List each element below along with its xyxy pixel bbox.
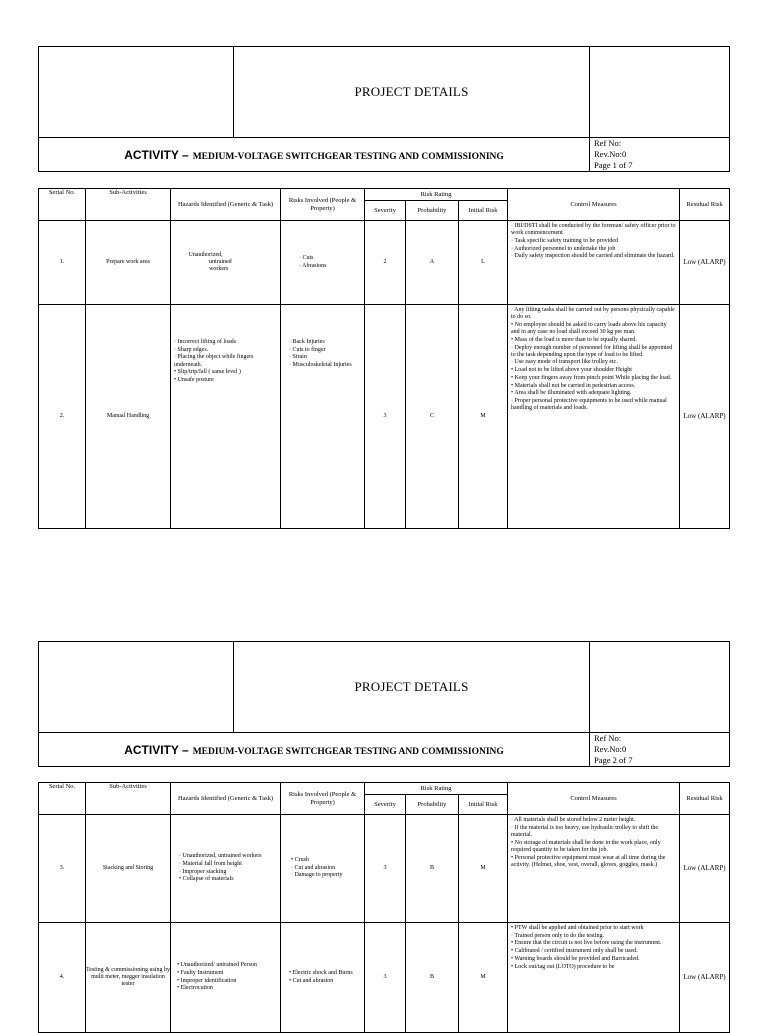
probability-cell: B — [406, 923, 459, 1033]
control-item: • No storage of materials shall be done in the work place, only required quantity to be taken for the job. — [511, 839, 661, 853]
risk-item: · Damage to property — [291, 872, 343, 879]
risk-item: • Electric shock and Burns — [289, 969, 353, 976]
serial-cell: 1. — [39, 221, 86, 305]
initial-risk-cell: M — [459, 923, 508, 1033]
col-hazards: Hazards Identified (Generic & Task) — [171, 189, 281, 221]
ref-no: Ref No: — [594, 733, 622, 743]
corner-cell — [590, 47, 730, 138]
table-row — [39, 815, 730, 923]
control-item: · Use easy mode of transport like trolley etc. — [511, 359, 618, 366]
risk-item: · Musculoskeletal Injuries — [289, 362, 352, 369]
activity-cell: Prepare work area — [86, 221, 171, 305]
residual-cell: Low (ALARP) — [680, 923, 730, 1033]
hazard-item: workers — [209, 266, 229, 273]
risk-table — [38, 188, 730, 529]
col-control: Control Measures — [508, 783, 680, 815]
activity-label: ACTIVITY – — [124, 742, 189, 757]
control-item: · All materials shall be stored below 2 meter height. — [511, 817, 636, 823]
risks-cell — [281, 305, 365, 529]
probability-cell: A — [406, 221, 459, 305]
rev-no: Rev.No:0 — [594, 744, 627, 754]
col-risks: Risks Involved (People & Property) — [281, 783, 365, 815]
hazard-item: • Unauthorized/ untrained Person — [177, 962, 257, 969]
severity-cell: 3 — [365, 815, 406, 923]
col-probability: Probability — [406, 795, 459, 815]
activity-cell — [39, 733, 590, 767]
col-serial: Serial No. — [39, 189, 86, 221]
controls-cell — [508, 923, 680, 1033]
serial-cell: 3. — [39, 815, 86, 923]
activity-value: MEDIUM-VOLTAGE SWITCHGEAR TESTING AND COMMISSIONING — [192, 151, 504, 162]
hazard-item: · Improper stacking — [179, 868, 227, 875]
hazard-item: · Unauthorized, — [185, 251, 223, 258]
col-severity: Severity — [365, 201, 406, 221]
hazard-item: · Material fall from height — [179, 860, 242, 867]
control-item: • Ensure that the circuit is not live before using the instrument. — [511, 940, 662, 947]
risk-item: • Crush — [291, 856, 309, 863]
control-item: • Area shall be illuminated with adequate lighting. — [511, 390, 632, 397]
hazard-item: • Faulty Instrument — [177, 969, 224, 976]
residual-cell: Low (ALARP) — [680, 305, 730, 529]
hazard-item: · Placing the object while fingers underneath. — [174, 354, 254, 368]
control-item: · Proper personal protective equipments to be used while manual handling of materials and loads. — [511, 397, 667, 412]
hazard-item: • Slip/trip/fall ( same level ) — [174, 369, 241, 376]
control-item: • PTW shall be applied and obtained prior to start work — [511, 925, 644, 931]
risk-item: · Abrasions — [299, 262, 327, 269]
risk-item: · Cuts to finger — [289, 346, 326, 353]
corner-cell — [590, 642, 730, 733]
initial-risk-cell: L — [459, 221, 508, 305]
col-serial: Serial No. — [39, 783, 86, 815]
col-severity: Severity — [365, 795, 406, 815]
table-row — [39, 221, 730, 305]
control-item: · Trained person only to do the testing. — [511, 932, 605, 939]
risk-item: · Strain — [289, 354, 307, 361]
col-initial-risk: Initial Risk — [459, 201, 508, 221]
table-row — [39, 923, 730, 1033]
controls-cell — [508, 305, 680, 529]
hazard-item: · Incorrect lifting of loads — [174, 339, 236, 345]
table-row — [39, 305, 730, 529]
severity-cell: 2 — [365, 221, 406, 305]
hazard-item: · Unauthorized, untrained workers — [179, 853, 262, 860]
activity-cell: Testing & commissioning using by multi meter, megger insulation tester — [86, 923, 171, 1033]
col-hazards: Hazards Identified (Generic & Task) — [171, 783, 281, 815]
serial-cell: 4. — [39, 923, 86, 1033]
col-risk-rating: Risk Rating — [365, 189, 508, 201]
page-title: PROJECT DETAILS — [234, 47, 590, 138]
hazards-cell — [171, 221, 281, 305]
col-risk-rating: Risk Rating — [365, 783, 508, 795]
serial-cell: 2. — [39, 305, 86, 529]
control-item: · Daily safety inspection should be carried and eliminate the hazard. — [511, 253, 675, 260]
residual-cell: Low (ALARP) — [680, 815, 730, 923]
activity-cell — [39, 138, 590, 172]
activity-label: ACTIVITY – — [124, 147, 189, 162]
risk-table — [38, 782, 730, 1033]
risk-item: · Back Injuries — [289, 339, 325, 345]
risk-item: • Cut and abrasion — [289, 977, 334, 984]
logo-cell — [39, 642, 234, 733]
control-item: • Calibrated / certified instrument only shall be used. — [511, 948, 638, 955]
control-item: • Lock out/tag out (LOTO) procedure to be — [511, 963, 615, 970]
doc-ref-cell — [590, 138, 730, 172]
controls-cell — [508, 815, 680, 923]
severity-cell: 3 — [365, 923, 406, 1033]
risks-cell — [281, 221, 365, 305]
control-item: · Task specific safety training to be provided — [511, 237, 618, 244]
risk-item: · Cut and abrasion — [291, 864, 336, 871]
col-risks: Risks Involved (People & Property) — [281, 189, 365, 221]
control-item: • Warning boards should be provided and Barricaded. — [511, 955, 640, 962]
probability-cell: B — [406, 815, 459, 923]
probability-cell: C — [406, 305, 459, 529]
hazard-item: • Improper identification — [177, 977, 237, 984]
rev-no: Rev.No:0 — [594, 149, 627, 159]
col-initial-risk: Initial Risk — [459, 795, 508, 815]
page-number: Page 2 of 7 — [594, 755, 633, 765]
col-sub-activities: Sub-Activities — [86, 189, 171, 221]
col-probability: Probability — [406, 201, 459, 221]
risk-item: · Cuts — [299, 255, 314, 262]
col-control: Control Measures — [508, 189, 680, 221]
page-number: Page 1 of 7 — [594, 160, 633, 170]
control-item: • Keep your fingers away from pinch point While placing the load. — [511, 374, 672, 381]
controls-cell — [508, 221, 680, 305]
risks-cell — [281, 815, 365, 923]
risks-cell — [281, 923, 365, 1033]
hazards-cell — [171, 923, 281, 1033]
logo-cell — [39, 47, 234, 138]
hazard-item: untrained — [209, 258, 232, 265]
hazards-cell — [171, 815, 281, 923]
control-item: • No employee should be asked to carry loads above his capacity and in any case no load shall exceed 30 kg per man. — [511, 321, 667, 336]
header-table — [38, 46, 730, 172]
hazard-item: • Electrocution — [177, 985, 213, 992]
activity-cell: Stacking and Storing — [86, 815, 171, 923]
control-item: • Load not to be lifted above your shoulder Height — [511, 367, 632, 374]
residual-cell: Low (ALARP) — [680, 221, 730, 305]
page-title: PROJECT DETAILS — [234, 642, 590, 733]
col-residual: Residual Risk — [680, 783, 730, 815]
hazards-cell — [171, 305, 281, 529]
doc-ref-cell — [590, 733, 730, 767]
control-item: · Authorized personnel to undertake the job — [511, 245, 616, 252]
control-item: · If the material is too heavy, use hydraulic trolley to shift the material. — [511, 824, 659, 838]
ref-no: Ref No: — [594, 138, 622, 148]
hazard-item: • Collapse of materials — [179, 876, 234, 883]
activity-cell: Manual Handling — [86, 305, 171, 529]
hazard-item: · Sharp edges. — [174, 346, 209, 353]
col-residual: Residual Risk — [680, 189, 730, 221]
activity-value: MEDIUM-VOLTAGE SWITCHGEAR TESTING AND COMMISSIONING — [192, 746, 504, 757]
control-item: · Any lifting tasks shall be carried out by persons physically capable to do so. — [511, 307, 675, 321]
col-sub-activities: Sub-Activities — [86, 783, 171, 815]
header-table — [38, 641, 730, 767]
hazard-item: • Unsafe posture — [174, 377, 214, 384]
initial-risk-cell: M — [459, 305, 508, 529]
control-item: • Mass of the load is more than to be equally shared. — [511, 336, 637, 343]
control-item: · Deploy enough number of personnel for lifting shall be appointed to the task depending upon the type of load to be lifted. — [511, 344, 673, 358]
control-item: • Personal protective equipment must wear at all time during the activity. (Helmet, shoe, vest, overall, gloves, goggles, mask.) — [511, 854, 666, 868]
severity-cell: 3 — [365, 305, 406, 529]
initial-risk-cell: M — [459, 815, 508, 923]
control-item: · IBI/DSTI shall be conducted by the foreman/ safety officer prior to work commencement — [511, 223, 676, 237]
control-item: • Materials shall not be carried in pedestrian access. — [511, 382, 636, 389]
